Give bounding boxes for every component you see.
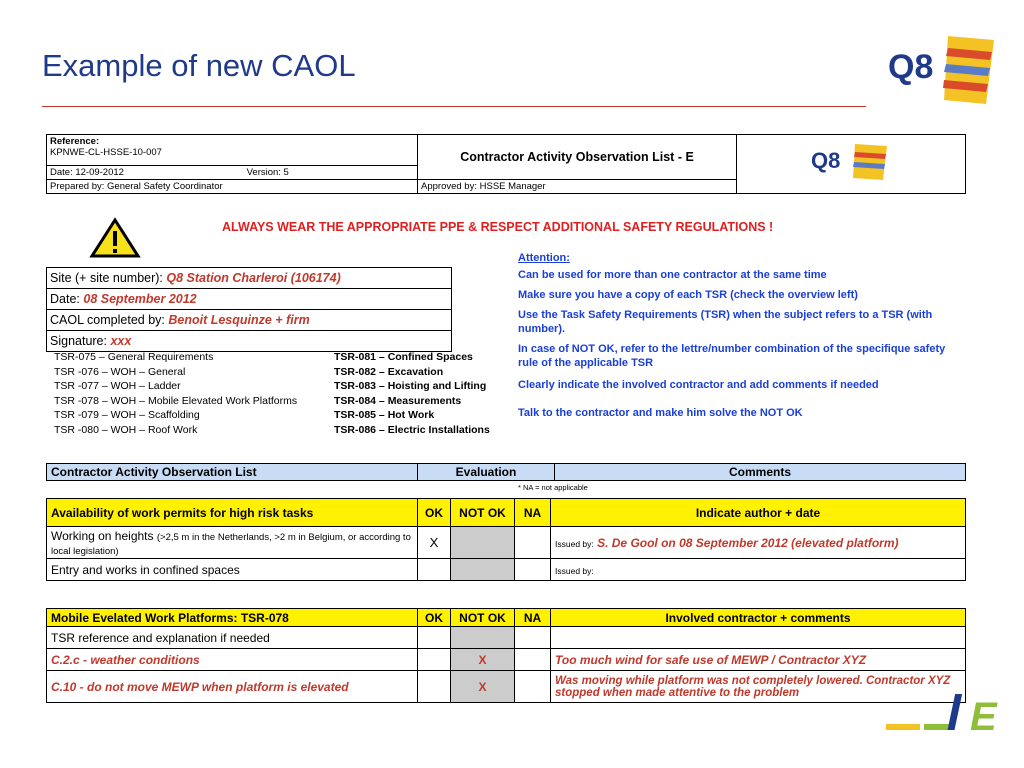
q8-logo (886, 30, 998, 110)
not-ok-mark[interactable]: X (451, 671, 515, 703)
footer-logo-text: E (970, 695, 997, 739)
table-row (47, 649, 966, 671)
mewp-table (46, 608, 966, 703)
site-label: Site (+ site number): (50, 271, 163, 285)
not-ok-mark[interactable] (451, 627, 515, 649)
site-row (47, 268, 452, 289)
ppe-warning: ALWAYS WEAR THE APPROPRIATE PPE & RESPECT ADDITIONAL SAFETY REGULATIONS ! (222, 220, 774, 234)
site-info-box (46, 267, 452, 352)
date-row (47, 289, 452, 310)
tsr-item: TSR-083 – Hoisting and Lifting (334, 380, 487, 393)
attention-item: In case of NOT OK, refer to the lettre/number combination of the specifique safety rule of the applicable TSR (518, 343, 946, 369)
issued-label: Issued by: (555, 565, 594, 576)
na-header: NA (515, 609, 551, 627)
tsr-item: TSR-086 – Electric Installations (334, 423, 490, 436)
attention-notes (518, 252, 966, 426)
table-row (47, 527, 966, 559)
mewp-title: Mobile Evelated Work Platforms: TSR-078 (47, 609, 418, 627)
date-version-cell (47, 166, 418, 180)
comments-header: Comments (555, 464, 966, 481)
na-cell[interactable] (515, 649, 551, 671)
attention-item: Make sure you have a copy of each TSR (check the overview left) (518, 289, 858, 301)
footer-stripes-icon (886, 694, 962, 730)
reference-value: KPNWE-CL-HSSE-10-007 (50, 147, 162, 158)
slide-title: Example of new CAOL (42, 48, 356, 83)
mewp-comment[interactable] (551, 627, 966, 649)
tsr-item: TSR-085 – Hot Work (334, 409, 435, 422)
q8-sail-icon (943, 36, 994, 104)
title-rule (42, 106, 866, 107)
attention-item: Use the Task Safety Requirements (TSR) when the subject refers to a TSR (with number). (518, 309, 933, 335)
reference-cell (47, 135, 418, 166)
permits-title: Availability of work permits for high risk tasks (47, 499, 418, 527)
header-version: Version: 5 (246, 167, 289, 178)
na-cell[interactable] (515, 559, 551, 581)
not-ok-mark[interactable]: X (451, 649, 515, 671)
signature-row (47, 331, 452, 352)
ok-cell[interactable] (418, 627, 451, 649)
na-cell[interactable] (515, 527, 551, 559)
ok-mark[interactable] (418, 559, 451, 581)
permit-label (47, 527, 418, 559)
tsr-item: TSR-082 – Excavation (334, 365, 444, 378)
tsr-item: TSR -077 – WOH – Ladder (54, 380, 181, 393)
document-title: Contractor Activity Observation List - E (418, 135, 737, 180)
evaluation-header: Evaluation (418, 464, 555, 481)
tsr-item: TSR -078 – WOH – Mobile Elevated Work Platforms (54, 394, 298, 407)
mewp-comment[interactable]: Was moving while platform was not completely lowered. Contractor XYZ stopped when made attentive to the problem (551, 671, 966, 703)
reference-label: Reference: (50, 136, 100, 147)
header-date: Date: 12-09-2012 (50, 167, 124, 178)
signature-value: xxx (110, 334, 132, 348)
table-row (47, 559, 966, 581)
ok-header: OK (418, 499, 451, 527)
date-value: 08 September 2012 (83, 292, 197, 306)
permit-comment[interactable] (551, 527, 966, 559)
mewp-label: C.10 - do not move MEWP when platform is elevated (47, 671, 418, 703)
mewp-label: C.2.c - weather conditions (47, 649, 418, 671)
attention-title: Attention: (518, 252, 570, 264)
na-cell[interactable] (515, 627, 551, 649)
warning-icon (90, 218, 140, 258)
logo-small-text: Q8 (811, 148, 841, 173)
issued-label: Issued by: (555, 538, 594, 549)
ok-mark[interactable]: X (418, 527, 451, 559)
q8-logo-small (811, 140, 891, 184)
not-ok-cell[interactable] (451, 559, 515, 581)
tsr-item: TSR-084 – Measurements (334, 394, 462, 407)
ok-header: OK (418, 609, 451, 627)
tsr-list-right (334, 350, 490, 438)
logo-text: Q8 (888, 48, 934, 86)
table-row (47, 671, 966, 703)
attention-item: Can be used for more than one contractor at the same time (518, 269, 827, 281)
observation-list-header (46, 463, 966, 481)
logo-cell (737, 135, 966, 194)
caol-row (47, 310, 452, 331)
tsr-item: TSR -080 – WOH – Roof Work (54, 423, 198, 436)
permit-label-text: Working on heights (51, 528, 154, 543)
na-header: NA (515, 499, 551, 527)
permit-label-small: (>2,5 m in the Netherlands, >2 m in Belgium, or according to local legislation) (51, 531, 411, 557)
list-header: Contractor Activity Observation List (47, 464, 418, 481)
issued-value: S. De Gool on 08 September 2012 (elevated platform) (597, 535, 899, 550)
footer-logo (884, 690, 997, 739)
mewp-label: TSR reference and explanation if needed (47, 627, 418, 649)
not-ok-cell[interactable] (451, 527, 515, 559)
na-note: * NA = not applicable (518, 483, 588, 492)
caol-label: CAOL completed by: (50, 313, 165, 327)
permits-table (46, 498, 966, 581)
attention-item: Clearly indicate the involved contractor and add comments if needed (518, 379, 879, 391)
attention-item: Talk to the contractor and make him solve the NOT OK (518, 407, 803, 419)
document-header (46, 134, 966, 194)
caol-value: Benoit Lesquinze + firm (168, 313, 310, 327)
site-value: Q8 Station Charleroi (106174) (166, 271, 341, 285)
na-cell[interactable] (515, 671, 551, 703)
permit-label: Entry and works in confined spaces (47, 559, 418, 581)
not-ok-header: NOT OK (451, 499, 515, 527)
date-label: Date: (50, 292, 80, 306)
tsr-item: TSR-081 – Confined Spaces (334, 351, 473, 363)
not-ok-header: NOT OK (451, 609, 515, 627)
mewp-comments-header: Involved contractor + comments (551, 609, 966, 627)
tsr-item: TSR-075 – General Requirements (54, 351, 214, 363)
tsr-list-left (54, 350, 297, 438)
permit-comment[interactable] (551, 559, 966, 581)
signature-label: Signature: (50, 334, 107, 348)
tsr-item: TSR -079 – WOH – Scaffolding (54, 409, 200, 422)
prepared-by: Prepared by: General Safety Coordinator (47, 180, 418, 194)
ok-cell[interactable] (418, 671, 451, 703)
table-row (47, 627, 966, 649)
permits-comments-header: Indicate author + date (551, 499, 966, 527)
mewp-comment[interactable]: Too much wind for safe use of MEWP / Contractor XYZ (551, 649, 966, 671)
approved-by: Approved by: HSSE Manager (418, 180, 737, 194)
tsr-item: TSR -076 – WOH – General (54, 365, 186, 378)
ok-cell[interactable] (418, 649, 451, 671)
